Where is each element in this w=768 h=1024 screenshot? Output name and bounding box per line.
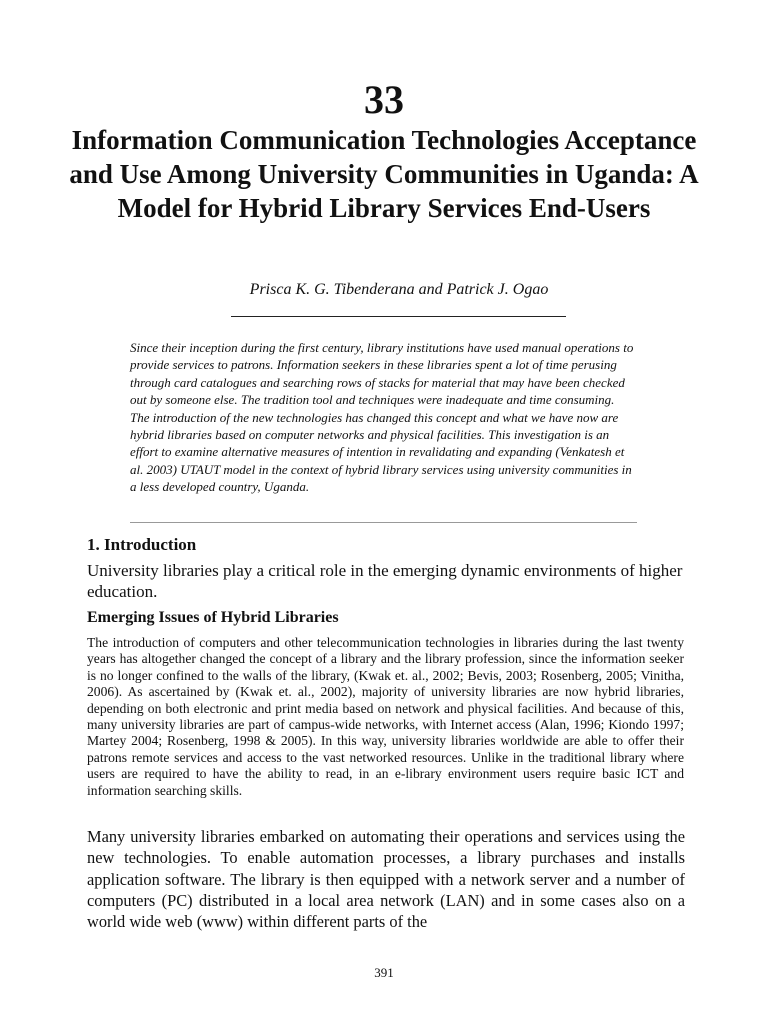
intro-paragraph: University libraries play a critical role in the emerging dynamic environments of higher education. xyxy=(87,561,683,601)
abstract-divider xyxy=(130,522,637,523)
page-number: 391 xyxy=(374,965,394,980)
chapter-title: Information Communication Technologies Acceptance and Use Among University Communities in Uganda: A Model for Hybrid Library Services End-Users xyxy=(69,125,699,223)
chapter-number: 33 xyxy=(364,77,404,122)
body-paragraph: The introduction of computers and other telecommunication technologies in libraries during the last twenty years has altogether changed the concept of a library and the library profession, since the information seeker is no longer confined to the walls of the library, (Kwak et. al., 2002; Bevis, 2003; Rosenberg, 2005; Vinitha, 2006). As ascertained by (Kwak et. al., 2002), majority of university libraries are now hybrid libraries, depending on both electronic and print media based on network and physical facilities. And because of this, many university libraries are part of campus-wide networks, with Internet access (Alan, 1996; Kiondo 1997; Martey 2004; Rosenberg, 1998 & 2005). In this way, university libraries worldwide are able to offer their patrons remote services and access to the vast networked resources. Unlike in the traditional library where users are required to have the ability to read, in an e-library environment users require basic ICT and information searching skills. xyxy=(87,635,684,798)
chapter-abstract: Since their inception during the first century, library institutions have used manual operations to provide services to patrons. Information seekers in these libraries spent a lot of time perusing through card catalogues and searching rows of stacks for material that may have been checked out by someone else. The tradition tool and techniques were inadequate and time consuming. The introduction of the new technologies has changed this concept and what we have now are hybrid libraries based on computer networks and physical facilities. This investigation is an effort to examine alternative measures of intention in revalidating and expanding (Venkatesh et al. 2003) UTAUT model in the context of hybrid library services using university communities in a less developed country, Uganda. xyxy=(130,340,634,495)
body-paragraph-continued: Many university libraries embarked on automating their operations and services using the new technologies. To enable automation processes, a library purchases and installs application software. The library is then equipped with a network server and a number of computers (PC) distributed in a local area network (LAN) and in some cases also on a world wide web (www) within different parts of the xyxy=(87,827,685,932)
section-heading: 1. Introduction xyxy=(87,535,197,554)
section-subheading: Emerging Issues of Hybrid Libraries xyxy=(87,609,339,626)
chapter-authors: Prisca K. G. Tibenderana and Patrick J. Ogao xyxy=(249,281,549,298)
author-divider xyxy=(231,316,566,317)
